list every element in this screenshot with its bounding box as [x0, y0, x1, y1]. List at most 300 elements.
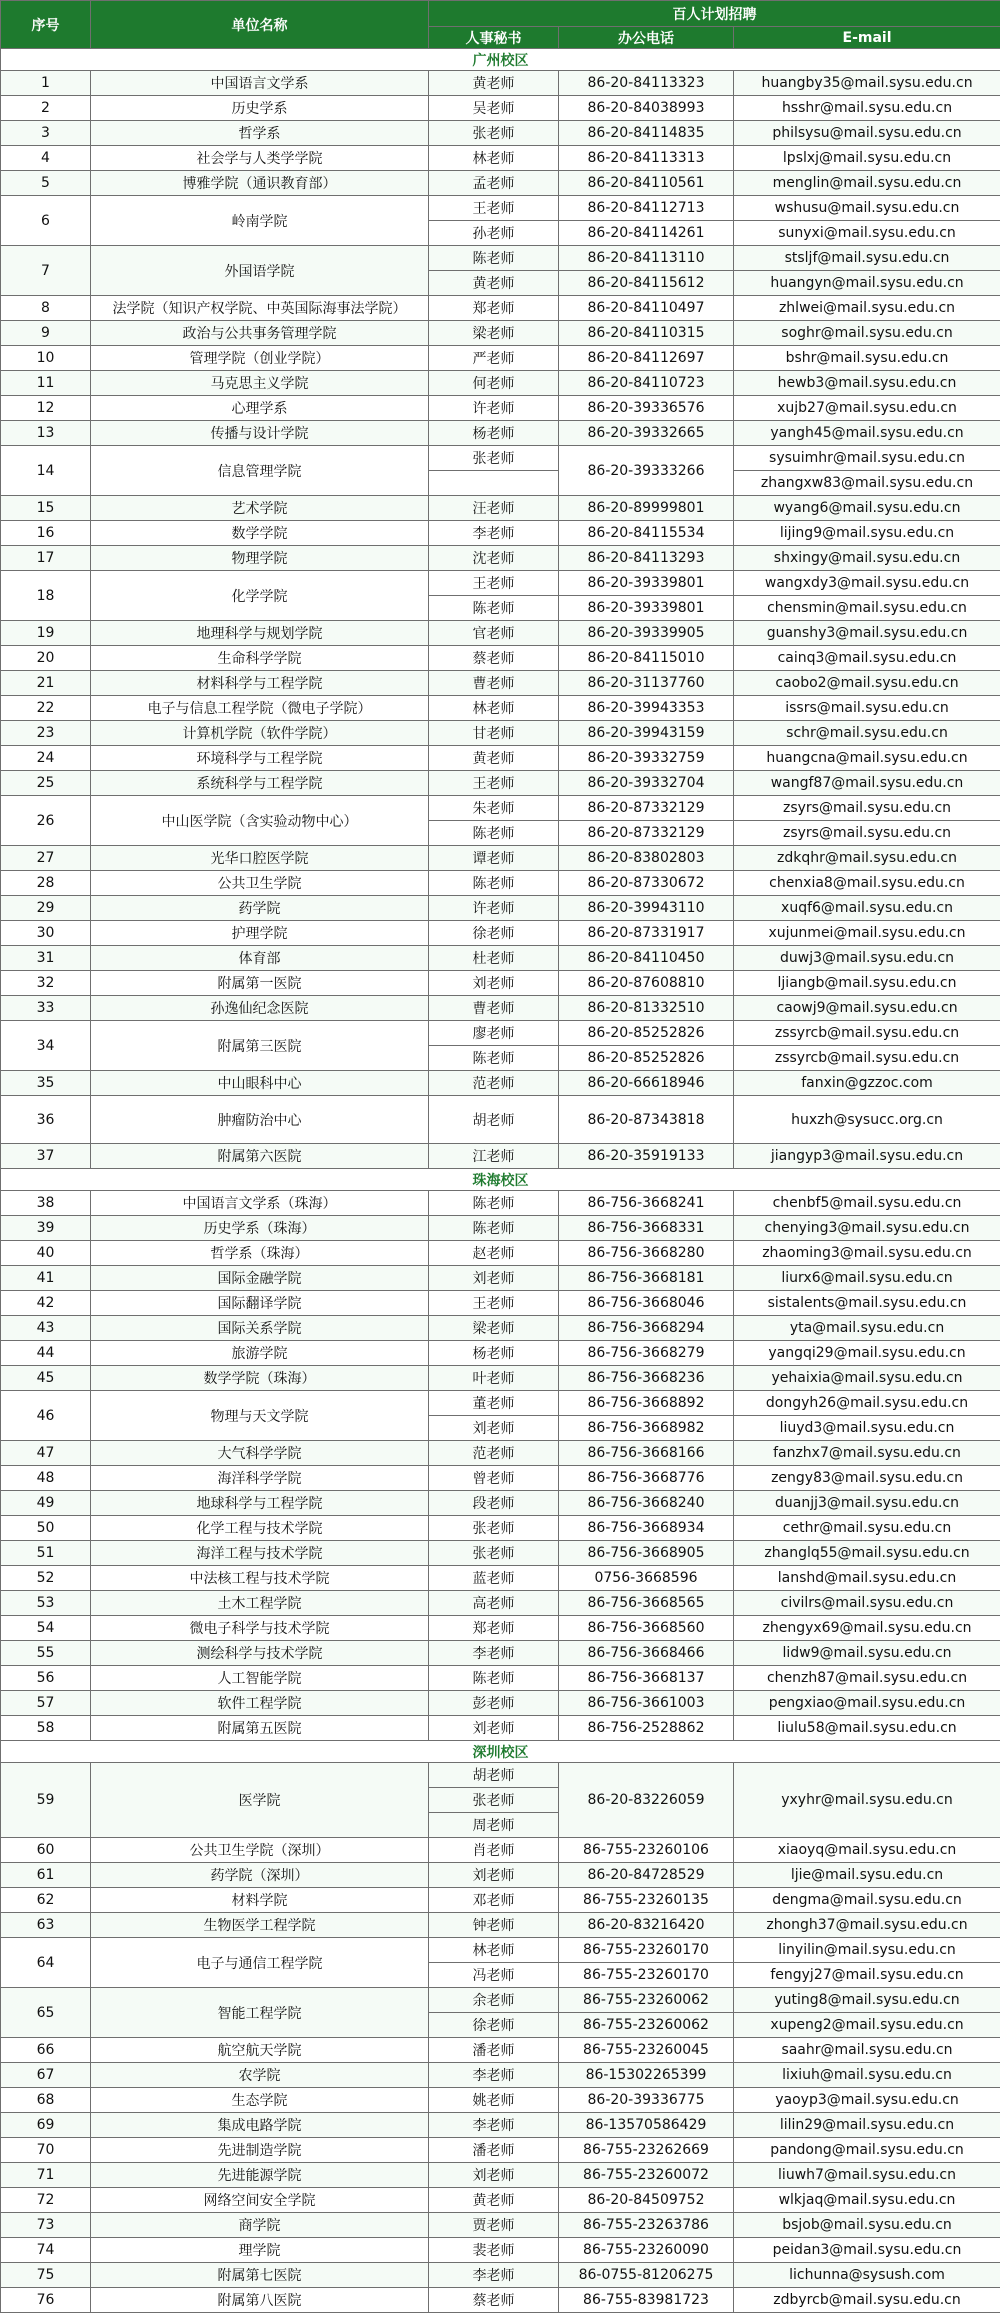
- cell-secretary: 林老师: [429, 696, 559, 721]
- cell-phone: 86-755-23260045: [559, 2038, 734, 2063]
- cell-seq: 29: [1, 896, 91, 921]
- cell-phone: 86-756-3668241: [559, 1191, 734, 1216]
- cell-unit-name: 中山医学院（含实验动物中心）: [91, 796, 429, 846]
- cell-phone: 86-756-3668137: [559, 1666, 734, 1691]
- cell-phone: 86-20-39943159: [559, 721, 734, 746]
- cell-phone: 86-20-39943110: [559, 896, 734, 921]
- cell-seq: 49: [1, 1491, 91, 1516]
- cell-secretary: 许老师: [429, 396, 559, 421]
- table-row: [1, 896, 1000, 921]
- cell-secretary: 刘老师: [429, 1416, 559, 1441]
- cell-phone: 86-20-87343818: [559, 1096, 734, 1144]
- cell-secretary: 胡老师: [429, 1096, 559, 1144]
- cell-email: xuqf6@mail.sysu.edu.cn: [734, 896, 1000, 921]
- table-row: [1, 1838, 1000, 1863]
- cell-secretary: 张老师: [429, 121, 559, 146]
- cell-unit-name: 护理学院: [91, 921, 429, 946]
- cell-unit-name: 商学院: [91, 2213, 429, 2238]
- header-group: 百人计划招聘: [429, 1, 1000, 27]
- cell-seq: 9: [1, 321, 91, 346]
- cell-unit-name: 微电子科学与技术学院: [91, 1616, 429, 1641]
- cell-seq: 16: [1, 521, 91, 546]
- cell-seq: 48: [1, 1466, 91, 1491]
- cell-phone: 86-20-87608810: [559, 971, 734, 996]
- cell-secretary: 陈老师: [429, 246, 559, 271]
- cell-email: fengyj27@mail.sysu.edu.cn: [734, 1963, 1000, 1988]
- cell-email: yta@mail.sysu.edu.cn: [734, 1316, 1000, 1341]
- cell-phone: 86-755-23260090: [559, 2238, 734, 2263]
- table-row: [1, 1021, 1000, 1046]
- cell-secretary: 刘老师: [429, 1863, 559, 1888]
- cell-unit-name: 先进能源学院: [91, 2163, 429, 2188]
- cell-email: xujunmei@mail.sysu.edu.cn: [734, 921, 1000, 946]
- cell-seq: 18: [1, 571, 91, 621]
- cell-seq: 36: [1, 1096, 91, 1144]
- cell-secretary: 张老师: [429, 1541, 559, 1566]
- cell-email: wshusu@mail.sysu.edu.cn: [734, 196, 1000, 221]
- cell-secretary: 肖老师: [429, 1838, 559, 1863]
- cell-email: schr@mail.sysu.edu.cn: [734, 721, 1000, 746]
- cell-phone: 86-0755-81206275: [559, 2263, 734, 2288]
- cell-seq: 28: [1, 871, 91, 896]
- table-row: [1, 1241, 1000, 1266]
- table-row: [1, 1691, 1000, 1716]
- cell-phone: 86-20-84114261: [559, 221, 734, 246]
- cell-secretary: 王老师: [429, 196, 559, 221]
- cell-unit-name: 中国语言文学系（珠海）: [91, 1191, 429, 1216]
- cell-seq: 51: [1, 1541, 91, 1566]
- campus-label: 广州校区: [1, 49, 1000, 71]
- cell-seq: 43: [1, 1316, 91, 1341]
- cell-email: wyang6@mail.sysu.edu.cn: [734, 496, 1000, 521]
- cell-email: ljiangb@mail.sysu.edu.cn: [734, 971, 1000, 996]
- cell-email: saahr@mail.sysu.edu.cn: [734, 2038, 1000, 2063]
- cell-phone: 86-20-85252826: [559, 1021, 734, 1046]
- table-row: [1, 346, 1000, 371]
- cell-unit-name: 光华口腔医学院: [91, 846, 429, 871]
- table-row: [1, 2063, 1000, 2088]
- header-seq: 序号: [1, 1, 91, 49]
- cell-phone: 86-20-81332510: [559, 996, 734, 1021]
- cell-email: chensmin@mail.sysu.edu.cn: [734, 596, 1000, 621]
- cell-seq: 76: [1, 2288, 91, 2313]
- cell-email: lilin29@mail.sysu.edu.cn: [734, 2113, 1000, 2138]
- cell-phone: 86-20-39332759: [559, 746, 734, 771]
- cell-secretary: 潘老师: [429, 2138, 559, 2163]
- cell-phone: 86-755-23262669: [559, 2138, 734, 2163]
- cell-unit-name: 海洋工程与技术学院: [91, 1541, 429, 1566]
- cell-seq: 21: [1, 671, 91, 696]
- cell-seq: 7: [1, 246, 91, 296]
- cell-secretary: 郑老师: [429, 296, 559, 321]
- cell-secretary: 谭老师: [429, 846, 559, 871]
- cell-email: yehaixia@mail.sysu.edu.cn: [734, 1366, 1000, 1391]
- cell-seq: 33: [1, 996, 91, 1021]
- cell-seq: 58: [1, 1716, 91, 1741]
- cell-phone: 86-20-66618946: [559, 1071, 734, 1096]
- cell-email: chenbf5@mail.sysu.edu.cn: [734, 1191, 1000, 1216]
- cell-secretary: 杜老师: [429, 946, 559, 971]
- cell-secretary: 沈老师: [429, 546, 559, 571]
- table-row: [1, 1341, 1000, 1366]
- cell-phone: 86-20-84115534: [559, 521, 734, 546]
- cell-secretary: 孟老师: [429, 171, 559, 196]
- cell-secretary: 黄老师: [429, 746, 559, 771]
- cell-phone: 86-755-23260170: [559, 1938, 734, 1963]
- table-row: [1, 146, 1000, 171]
- cell-unit-name: 电子与通信工程学院: [91, 1938, 429, 1988]
- cell-email: hsshr@mail.sysu.edu.cn: [734, 96, 1000, 121]
- cell-seq: 13: [1, 421, 91, 446]
- cell-phone: 86-20-83226059: [559, 1763, 734, 1838]
- cell-email: peidan3@mail.sysu.edu.cn: [734, 2238, 1000, 2263]
- cell-seq: 59: [1, 1763, 91, 1838]
- cell-secretary: 曹老师: [429, 671, 559, 696]
- cell-phone: 86-20-84112697: [559, 346, 734, 371]
- table-row: [1, 171, 1000, 196]
- cell-email: caobo2@mail.sysu.edu.cn: [734, 671, 1000, 696]
- cell-unit-name: 艺术学院: [91, 496, 429, 521]
- cell-unit-name: 传播与设计学院: [91, 421, 429, 446]
- cell-unit-name: 附属第六医院: [91, 1144, 429, 1169]
- cell-secretary: 周老师: [429, 1813, 559, 1838]
- cell-secretary: 曹老师: [429, 996, 559, 1021]
- cell-phone: 86-20-84112713: [559, 196, 734, 221]
- cell-secretary: 廖老师: [429, 1021, 559, 1046]
- table-row: [1, 1191, 1000, 1216]
- cell-email: dengma@mail.sysu.edu.cn: [734, 1888, 1000, 1913]
- cell-email: sysuimhr@mail.sysu.edu.cn: [734, 446, 1000, 471]
- cell-email: yuting8@mail.sysu.edu.cn: [734, 1988, 1000, 2013]
- cell-email: zhanglq55@mail.sysu.edu.cn: [734, 1541, 1000, 1566]
- cell-seq: 60: [1, 1838, 91, 1863]
- table-row: [1, 1938, 1000, 1963]
- cell-seq: 57: [1, 1691, 91, 1716]
- cell-secretary: 张老师: [429, 1788, 559, 1813]
- cell-secretary: 高老师: [429, 1591, 559, 1616]
- table-row: [1, 1716, 1000, 1741]
- table-row: [1, 1316, 1000, 1341]
- cell-email: lijing9@mail.sysu.edu.cn: [734, 521, 1000, 546]
- cell-email: zssyrcb@mail.sysu.edu.cn: [734, 1021, 1000, 1046]
- cell-seq: 32: [1, 971, 91, 996]
- table-row: [1, 1216, 1000, 1241]
- table-row: [1, 921, 1000, 946]
- table-row: [1, 121, 1000, 146]
- cell-unit-name: 附属第三医院: [91, 1021, 429, 1071]
- cell-secretary: 李老师: [429, 2263, 559, 2288]
- table-row: [1, 1913, 1000, 1938]
- cell-phone: 86-20-84113110: [559, 246, 734, 271]
- cell-email: ljie@mail.sysu.edu.cn: [734, 1863, 1000, 1888]
- cell-secretary: 杨老师: [429, 421, 559, 446]
- cell-email: yangh45@mail.sysu.edu.cn: [734, 421, 1000, 446]
- cell-phone: 86-756-3668279: [559, 1341, 734, 1366]
- cell-secretary: 张老师: [429, 1516, 559, 1541]
- cell-secretary: 蔡老师: [429, 646, 559, 671]
- cell-phone: 86-756-3668892: [559, 1391, 734, 1416]
- table-row: [1, 546, 1000, 571]
- cell-secretary: 蔡老师: [429, 2288, 559, 2313]
- cell-seq: 62: [1, 1888, 91, 1913]
- cell-email: zengy83@mail.sysu.edu.cn: [734, 1466, 1000, 1491]
- cell-seq: 34: [1, 1021, 91, 1071]
- campus-row: [1, 1741, 1000, 1763]
- cell-unit-name: 地球科学与工程学院: [91, 1491, 429, 1516]
- cell-phone: 86-20-83216420: [559, 1913, 734, 1938]
- cell-unit-name: 理学院: [91, 2238, 429, 2263]
- cell-unit-name: 附属第五医院: [91, 1716, 429, 1741]
- cell-phone: 86-755-23260062: [559, 1988, 734, 2013]
- cell-email: huxzh@sysucc.org.cn: [734, 1096, 1000, 1144]
- cell-seq: 23: [1, 721, 91, 746]
- campus-row: [1, 1169, 1000, 1191]
- cell-phone: 86-20-31137760: [559, 671, 734, 696]
- table-row: [1, 521, 1000, 546]
- cell-email: yangqi29@mail.sysu.edu.cn: [734, 1341, 1000, 1366]
- cell-unit-name: 化学工程与技术学院: [91, 1516, 429, 1541]
- cell-seq: 37: [1, 1144, 91, 1169]
- cell-phone: 86-20-84110723: [559, 371, 734, 396]
- cell-phone: 86-756-3668466: [559, 1641, 734, 1666]
- table-row: [1, 1144, 1000, 1169]
- cell-unit-name: 马克思主义学院: [91, 371, 429, 396]
- cell-secretary: 江老师: [429, 1144, 559, 1169]
- cell-unit-name: 环境科学与工程学院: [91, 746, 429, 771]
- cell-phone: 86-20-39339905: [559, 621, 734, 646]
- table-body: [1, 49, 1000, 2313]
- cell-unit-name: 岭南学院: [91, 196, 429, 246]
- cell-seq: 50: [1, 1516, 91, 1541]
- table-row: [1, 796, 1000, 821]
- header-email: E-mail: [734, 27, 1000, 49]
- cell-secretary: 姚老师: [429, 2088, 559, 2113]
- cell-phone: 86-20-84110315: [559, 321, 734, 346]
- cell-email: zhengyx69@mail.sysu.edu.cn: [734, 1616, 1000, 1641]
- cell-unit-name: 哲学系: [91, 121, 429, 146]
- cell-seq: 11: [1, 371, 91, 396]
- cell-phone: 86-15302265399: [559, 2063, 734, 2088]
- cell-email: yaoyp3@mail.sysu.edu.cn: [734, 2088, 1000, 2113]
- table-row: [1, 1441, 1000, 1466]
- table-row: [1, 1516, 1000, 1541]
- cell-unit-name: 国际翻译学院: [91, 1291, 429, 1316]
- cell-email: sunyxi@mail.sysu.edu.cn: [734, 221, 1000, 246]
- cell-phone: 86-20-84110497: [559, 296, 734, 321]
- cell-secretary: 蓝老师: [429, 1566, 559, 1591]
- cell-secretary: 徐老师: [429, 921, 559, 946]
- cell-email: pengxiao@mail.sysu.edu.cn: [734, 1691, 1000, 1716]
- cell-seq: 19: [1, 621, 91, 646]
- cell-phone: 86-13570586429: [559, 2113, 734, 2138]
- table-row: [1, 1888, 1000, 1913]
- table-row: [1, 2288, 1000, 2313]
- cell-seq: 67: [1, 2063, 91, 2088]
- cell-seq: 10: [1, 346, 91, 371]
- cell-unit-name: 药学院（深圳）: [91, 1863, 429, 1888]
- cell-unit-name: 哲学系（珠海）: [91, 1241, 429, 1266]
- cell-phone: 86-756-3668560: [559, 1616, 734, 1641]
- cell-seq: 14: [1, 446, 91, 496]
- cell-unit-name: 旅游学院: [91, 1341, 429, 1366]
- cell-phone: 86-756-3668905: [559, 1541, 734, 1566]
- cell-unit-name: 医学院: [91, 1763, 429, 1838]
- cell-unit-name: 测绘科学与技术学院: [91, 1641, 429, 1666]
- cell-email: sistalents@mail.sysu.edu.cn: [734, 1291, 1000, 1316]
- cell-secretary: 严老师: [429, 346, 559, 371]
- cell-secretary: 吴老师: [429, 96, 559, 121]
- cell-secretary: 彭老师: [429, 1691, 559, 1716]
- cell-seq: 5: [1, 171, 91, 196]
- cell-secretary: 梁老师: [429, 1316, 559, 1341]
- table-row: [1, 1096, 1000, 1144]
- cell-unit-name: 历史学系: [91, 96, 429, 121]
- table-row: [1, 1071, 1000, 1096]
- cell-secretary: 梁老师: [429, 321, 559, 346]
- cell-email: chenying3@mail.sysu.edu.cn: [734, 1216, 1000, 1241]
- table-row: [1, 1616, 1000, 1641]
- table-row: [1, 1366, 1000, 1391]
- cell-phone: 0756-3668596: [559, 1566, 734, 1591]
- cell-secretary: 郑老师: [429, 1616, 559, 1641]
- cell-unit-name: 智能工程学院: [91, 1988, 429, 2038]
- cell-email: wlkjaq@mail.sysu.edu.cn: [734, 2188, 1000, 2213]
- cell-unit-name: 系统科学与工程学院: [91, 771, 429, 796]
- cell-seq: 15: [1, 496, 91, 521]
- cell-seq: 25: [1, 771, 91, 796]
- cell-email: zdkqhr@mail.sysu.edu.cn: [734, 846, 1000, 871]
- cell-phone: 86-755-23260072: [559, 2163, 734, 2188]
- table-row: [1, 496, 1000, 521]
- cell-seq: 3: [1, 121, 91, 146]
- cell-phone: 86-20-87330672: [559, 871, 734, 896]
- table-row: [1, 1591, 1000, 1616]
- table-row: [1, 321, 1000, 346]
- cell-email: chenzh87@mail.sysu.edu.cn: [734, 1666, 1000, 1691]
- cell-email: yxyhr@mail.sysu.edu.cn: [734, 1763, 1000, 1838]
- cell-phone: 86-756-3668280: [559, 1241, 734, 1266]
- cell-email: linyilin@mail.sysu.edu.cn: [734, 1938, 1000, 1963]
- cell-email: xiaoyq@mail.sysu.edu.cn: [734, 1838, 1000, 1863]
- cell-email: xujb27@mail.sysu.edu.cn: [734, 396, 1000, 421]
- cell-secretary: 王老师: [429, 571, 559, 596]
- cell-seq: 64: [1, 1938, 91, 1988]
- cell-email: bsjob@mail.sysu.edu.cn: [734, 2213, 1000, 2238]
- cell-email: liulu58@mail.sysu.edu.cn: [734, 1716, 1000, 1741]
- cell-seq: 6: [1, 196, 91, 246]
- cell-seq: 46: [1, 1391, 91, 1441]
- cell-secretary: 赵老师: [429, 1241, 559, 1266]
- cell-phone: 86-755-23260135: [559, 1888, 734, 1913]
- cell-unit-name: 材料科学与工程学院: [91, 671, 429, 696]
- cell-seq: 69: [1, 2113, 91, 2138]
- table-row: [1, 1541, 1000, 1566]
- campus-row: [1, 49, 1000, 71]
- cell-email: bshr@mail.sysu.edu.cn: [734, 346, 1000, 371]
- table-row: [1, 771, 1000, 796]
- cell-phone: 86-755-23260106: [559, 1838, 734, 1863]
- cell-seq: 4: [1, 146, 91, 171]
- cell-unit-name: 外国语学院: [91, 246, 429, 296]
- cell-seq: 40: [1, 1241, 91, 1266]
- table-row: [1, 446, 1000, 471]
- cell-seq: 70: [1, 2138, 91, 2163]
- cell-email: zssyrcb@mail.sysu.edu.cn: [734, 1046, 1000, 1071]
- cell-unit-name: 中国语言文学系: [91, 71, 429, 96]
- cell-secretary: 汪老师: [429, 496, 559, 521]
- cell-seq: 63: [1, 1913, 91, 1938]
- cell-phone: 86-20-84115010: [559, 646, 734, 671]
- table-row: [1, 721, 1000, 746]
- cell-secretary: 段老师: [429, 1491, 559, 1516]
- cell-secretary: 裴老师: [429, 2238, 559, 2263]
- cell-phone: 86-20-84114835: [559, 121, 734, 146]
- cell-phone: 86-20-39336775: [559, 2088, 734, 2113]
- table-row: [1, 846, 1000, 871]
- cell-unit-name: 先进制造学院: [91, 2138, 429, 2163]
- cell-unit-name: 网络空间安全学院: [91, 2188, 429, 2213]
- cell-secretary: 刘老师: [429, 971, 559, 996]
- cell-seq: 1: [1, 71, 91, 96]
- cell-seq: 72: [1, 2188, 91, 2213]
- cell-seq: 35: [1, 1071, 91, 1096]
- cell-email: philsysu@mail.sysu.edu.cn: [734, 121, 1000, 146]
- cell-email: huangcna@mail.sysu.edu.cn: [734, 746, 1000, 771]
- cell-secretary: 李老师: [429, 521, 559, 546]
- cell-phone: 86-20-84110450: [559, 946, 734, 971]
- table-row: [1, 71, 1000, 96]
- cell-unit-name: 土木工程学院: [91, 1591, 429, 1616]
- cell-secretary: 何老师: [429, 371, 559, 396]
- cell-secretary: 甘老师: [429, 721, 559, 746]
- cell-seq: 54: [1, 1616, 91, 1641]
- table-row: [1, 696, 1000, 721]
- cell-seq: 53: [1, 1591, 91, 1616]
- cell-email: liurx6@mail.sysu.edu.cn: [734, 1266, 1000, 1291]
- cell-secretary: 王老师: [429, 771, 559, 796]
- cell-unit-name: 材料学院: [91, 1888, 429, 1913]
- table-row: [1, 1863, 1000, 1888]
- table-row: [1, 2188, 1000, 2213]
- table-row: [1, 1391, 1000, 1416]
- cell-seq: 27: [1, 846, 91, 871]
- cell-secretary: 刘老师: [429, 1266, 559, 1291]
- campus-label: 珠海校区: [1, 1169, 1000, 1191]
- cell-unit-name: 体育部: [91, 946, 429, 971]
- cell-phone: 86-20-84728529: [559, 1863, 734, 1888]
- cell-phone: 86-20-84113323: [559, 71, 734, 96]
- cell-secretary: 李老师: [429, 2113, 559, 2138]
- cell-email: fanxin@gzzoc.com: [734, 1071, 1000, 1096]
- cell-secretary: 陈老师: [429, 1191, 559, 1216]
- cell-email: liuyd3@mail.sysu.edu.cn: [734, 1416, 1000, 1441]
- table-row: [1, 621, 1000, 646]
- cell-secretary: 王老师: [429, 1291, 559, 1316]
- cell-phone: 86-755-23263786: [559, 2213, 734, 2238]
- cell-phone: 86-20-84113293: [559, 546, 734, 571]
- cell-seq: 22: [1, 696, 91, 721]
- cell-seq: 26: [1, 796, 91, 846]
- cell-unit-name: 社会学与人类学学院: [91, 146, 429, 171]
- cell-seq: 74: [1, 2238, 91, 2263]
- cell-email: xupeng2@mail.sysu.edu.cn: [734, 2013, 1000, 2038]
- cell-email: pandong@mail.sysu.edu.cn: [734, 2138, 1000, 2163]
- cell-seq: 61: [1, 1863, 91, 1888]
- cell-seq: 12: [1, 396, 91, 421]
- cell-email: zsyrs@mail.sysu.edu.cn: [734, 821, 1000, 846]
- cell-email: zhlwei@mail.sysu.edu.cn: [734, 296, 1000, 321]
- cell-unit-name: 海洋科学学院: [91, 1466, 429, 1491]
